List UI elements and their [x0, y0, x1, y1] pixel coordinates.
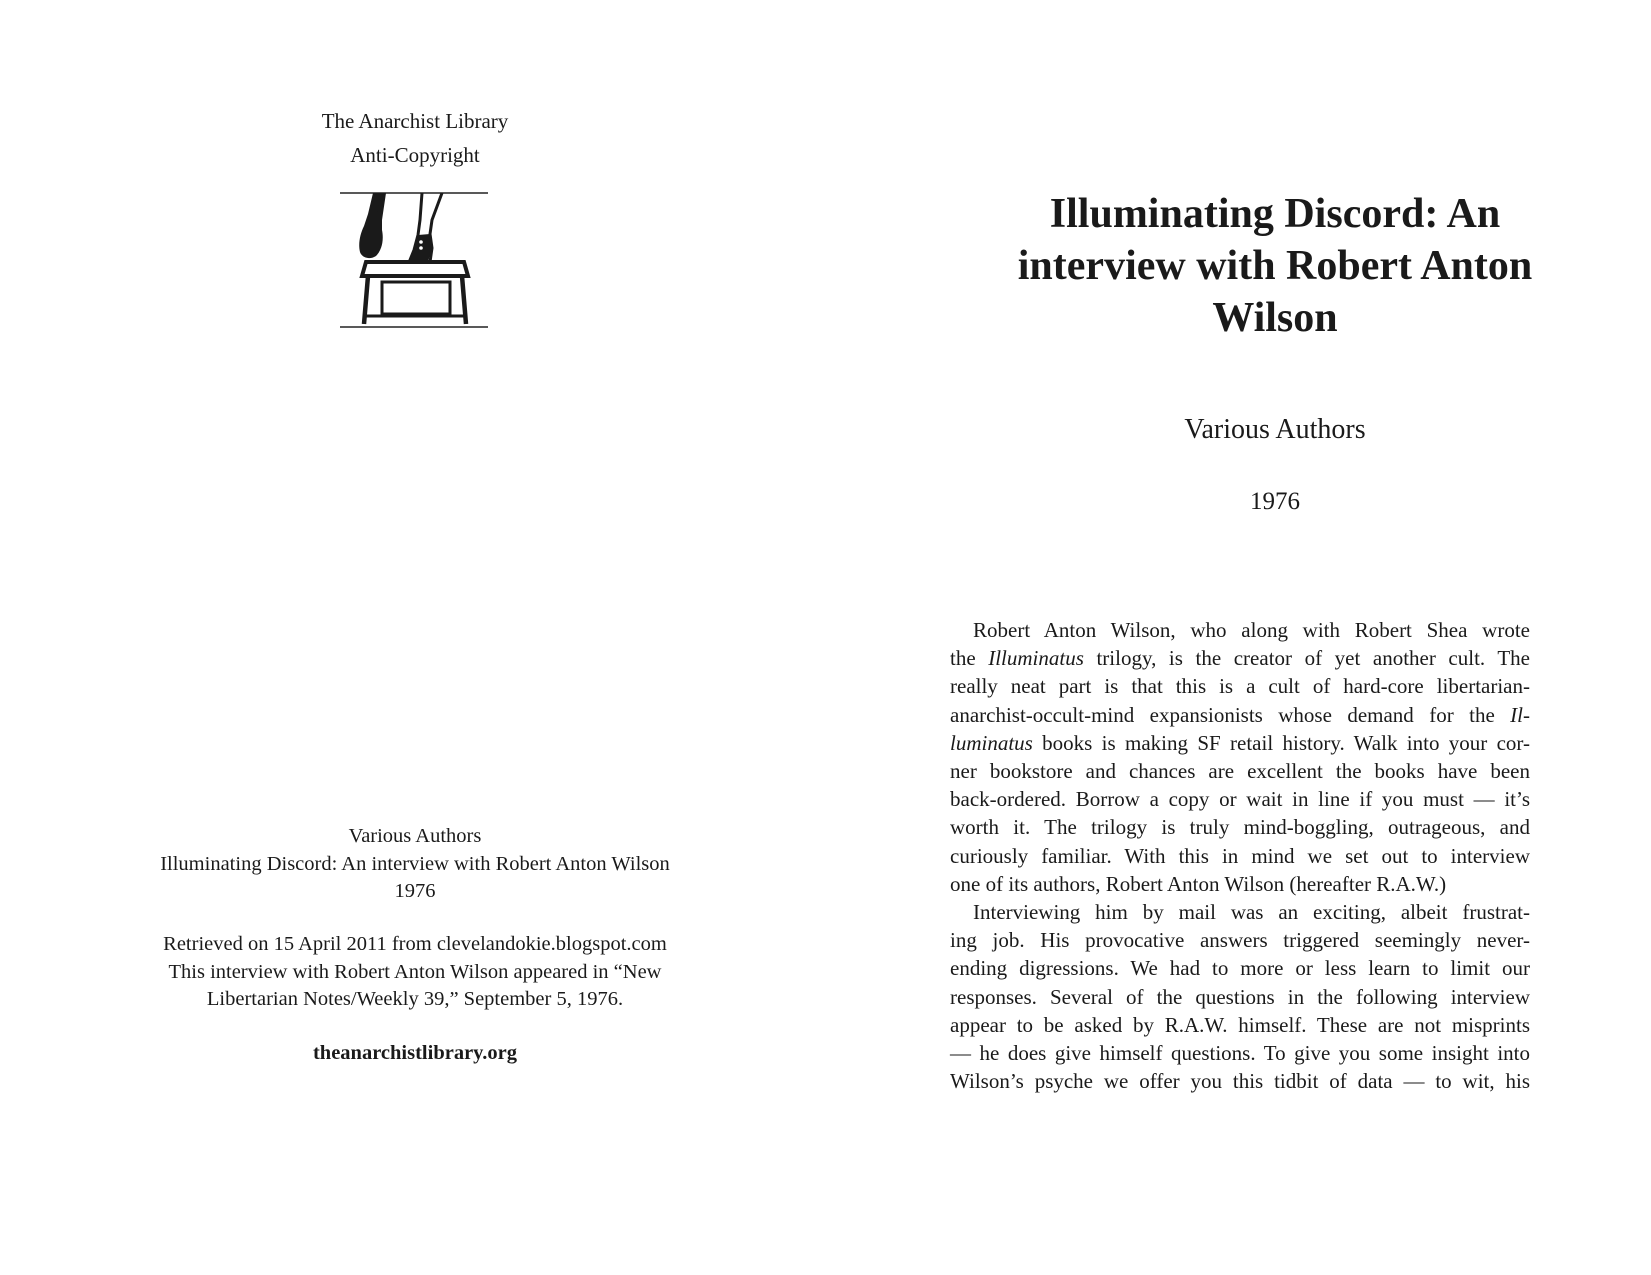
body-line: [950, 757, 1530, 785]
colophon-citation: [100, 823, 730, 906]
colophon-year: 1976: [394, 880, 436, 902]
body-text-segment: Wilson’s psyche we offer you this tidbit of data — to wit, his: [950, 1069, 1530, 1094]
body-line: [950, 898, 1530, 926]
body-text-segment: books is making SF retail history. Walk into your cor-: [1032, 730, 1530, 755]
colophon-source-line-1: This interview with Robert Anton Wilson appeared in “New: [168, 960, 662, 983]
body-text-segment: Interviewing him by mail was an exciting, albeit frustrat-: [973, 900, 1530, 925]
body-text-segment: — he does give himself questions. To give you some insight into: [950, 1041, 1530, 1066]
title-line: Wilson: [1212, 295, 1338, 341]
body-text-segment: ing job. His provocative answers triggered seemingly never-: [950, 928, 1530, 953]
italic-book-title: luminatus: [950, 730, 1033, 755]
body-line: [950, 926, 1530, 954]
body-line: [950, 701, 1530, 729]
title-line: Illuminating Discord: An: [1049, 191, 1501, 237]
library-name: The Anarchist Library: [321, 109, 509, 133]
body-text-segment: responses. Several of the questions in the following interview: [950, 984, 1530, 1009]
body-line: [950, 644, 1530, 672]
body-line: [950, 616, 1530, 644]
body-text-segment: anarchist-occult-mind expansionists whose demand for the: [950, 702, 1511, 727]
document-title: [950, 188, 1600, 344]
right-page: [830, 0, 1651, 1275]
body-text-segment: back-ordered. Borrow a copy or wait in line if you must — it’s: [950, 787, 1530, 812]
body-line: [950, 1011, 1530, 1039]
colophon-title: Illuminating Discord: An interview with Robert Anton Wilson: [160, 852, 670, 875]
author-name: Various Authors: [1184, 414, 1366, 445]
italic-book-title: Illuminatus: [988, 646, 1084, 671]
publication-year: 1976: [1250, 488, 1300, 515]
body-paragraphs: [950, 616, 1530, 1095]
website-link[interactable]: theanarchistlibrary.org: [312, 1042, 518, 1064]
body-text-segment: appear to be asked by R.A.W. himself. These are not misprints: [950, 1012, 1530, 1037]
colophon-source-line-2: Libertarian Notes/Weekly 39,” September 5, 1976.: [206, 988, 624, 1010]
title-line: interview with Robert Anton: [1017, 243, 1533, 289]
body-line: [950, 785, 1530, 813]
body-text-segment: worth it. The trilogy is truly mind-boggling, outrageous, and: [950, 815, 1530, 840]
body-text-segment: Robert Anton Wilson, who along with Robert Shea wrote: [973, 618, 1530, 642]
body-line: [950, 1067, 1530, 1095]
body-line: [950, 1039, 1530, 1067]
italic-book-title: Il-: [1510, 702, 1530, 727]
body-line: [950, 813, 1530, 841]
body-text-segment: one of its authors, Robert Anton Wilson (hereafter R.A.W.): [950, 871, 1447, 896]
body-line: [950, 729, 1530, 757]
body-line: [950, 672, 1530, 700]
colophon-retrieved: Retrieved on 15 April 2011 from clevelandokie.blogspot.com: [163, 933, 667, 955]
body-text-segment: ending digressions. We had to more or less learn to limit our: [950, 956, 1530, 981]
body-text-segment: ner bookstore and chances are excellent the books have been: [950, 759, 1530, 784]
body-line: [950, 983, 1530, 1011]
body-line: [950, 954, 1530, 982]
body-text-segment: trilogy, is the creator of yet another cult. The: [1083, 646, 1530, 671]
body-text-segment: curiously familiar. With this in mind we set out to interview: [950, 843, 1530, 868]
colophon-source: [100, 931, 730, 1014]
body-line: [950, 842, 1530, 870]
body-text-segment: really neat part is that this is a cult of hard-core libertarian-: [950, 674, 1530, 699]
body-text-segment: the: [950, 646, 989, 671]
colophon-author: Various Authors: [348, 825, 482, 847]
anti-copyright: Anti-Copyright: [350, 143, 480, 167]
anarchist-library-logo-icon: [338, 190, 490, 332]
body-line: [950, 870, 1530, 898]
